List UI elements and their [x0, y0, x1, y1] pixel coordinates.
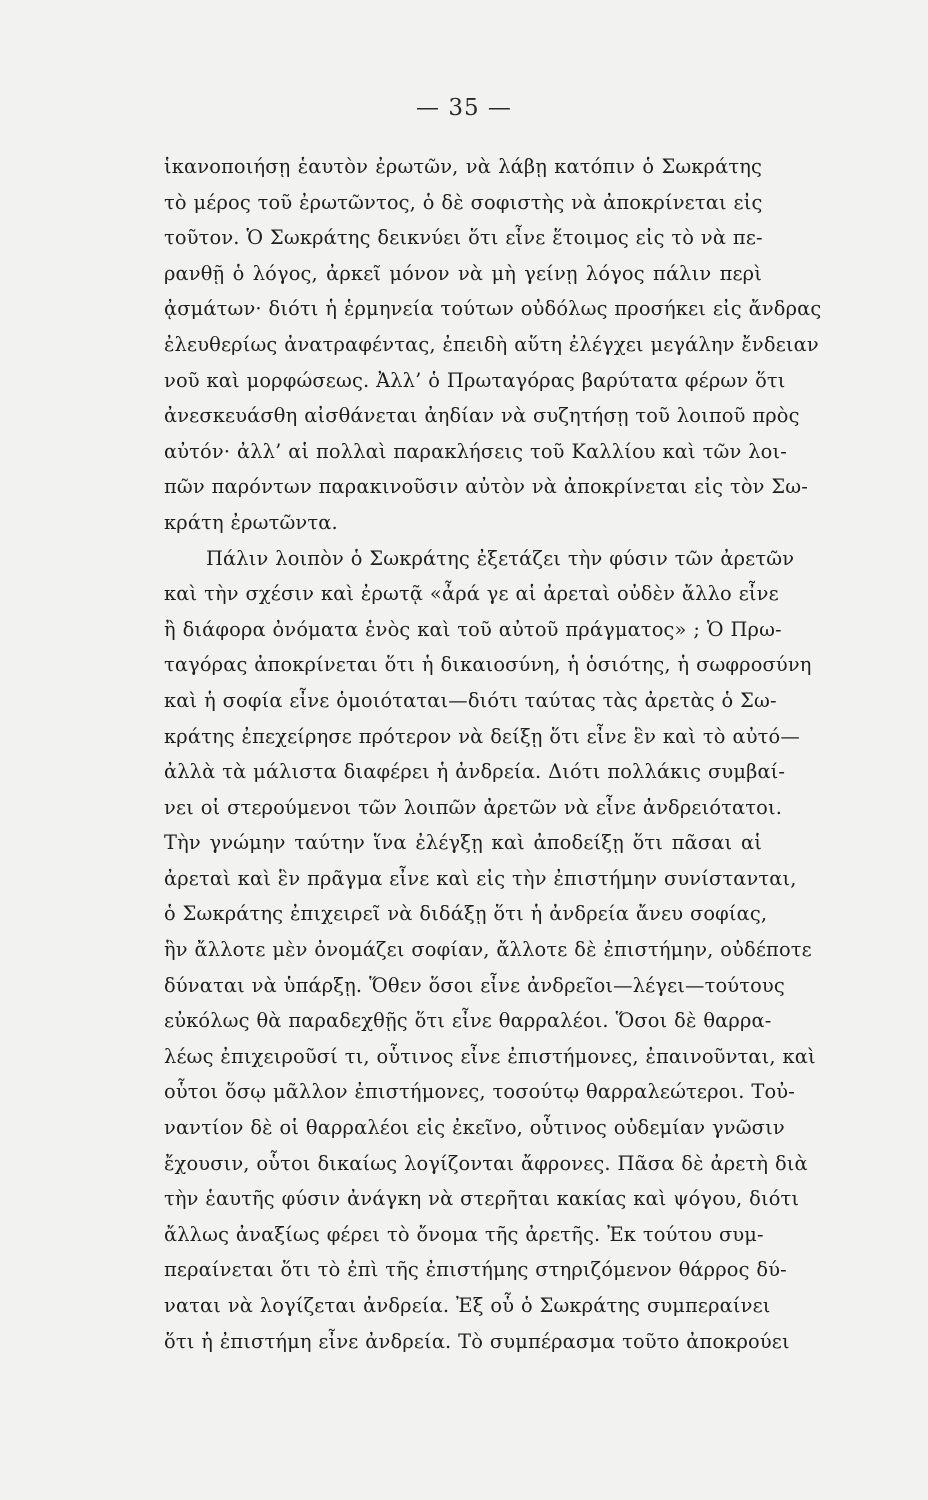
text-line-21: ἀρεταὶ καὶ ἓν πρᾶγμα εἶνε καὶ εἰς τὴν ἐπιστήμην συνίστανται,: [164, 866, 797, 890]
text-line-16: καὶ ἡ σοφία εἶνε ὁμοιόταται—διότι ταύτας τὰς ἀρετὰς ὁ Σω-: [164, 688, 777, 712]
text-line-22: ὁ Σωκράτης ἐπιχειρεῖ νὰ διδάξῃ ὅτι ἡ ἀνδρεία ἄνευ σοφίας,: [164, 902, 768, 926]
text-line-3: τοῦτον. Ὁ Σωκράτης δεικνύει ὅτι εἶνε ἕτοιμος εἰς τὸ νὰ πε-: [164, 226, 763, 250]
text-line-30: τὴν ἑαυτῆς φύσιν ἀνάγκη νὰ στερῆται κακίας καὶ ψόγου, διότι: [164, 1187, 800, 1211]
text-line-7: νοῦ καὶ μορφώσεως. Ἀλλ’ ὁ Πρωταγόρας βαρύτατα φέρων ὅτι: [164, 368, 786, 392]
text-line-1: ἱκανοποιήσῃ ἑαυτὸν ἐρωτῶν, νὰ λάβῃ κατόπιν ὁ Σωκράτης: [164, 155, 762, 178]
text-line-20: Τὴν γνώμην ταύτην ἵνα ἐλέγξῃ καὶ ἀποδείξῃ ὅτι πᾶσαι αἱ: [164, 831, 762, 855]
text-line-11: κράτη ἐρωτῶντα.: [164, 510, 338, 534]
text-line-13: καὶ τὴν σχέσιν καὶ ἐρωτᾷ «ἆρά γε αἱ ἀρεταὶ οὐδὲν ἄλλο εἶνε: [164, 582, 779, 606]
text-line-19: νει οἱ στερούμενοι τῶν λοιπῶν ἀρετῶν νὰ εἶνε ἀνδρειότατοι.: [164, 795, 783, 819]
text-line-15: ταγόρας ἀποκρίνεται ὅτι ἡ δικαιοσύνη, ἡ ὁσιότης, ἡ σωφροσύνη: [164, 653, 812, 677]
text-line-25: εὐκόλως θὰ παραδεχθῇς ὅτι εἶνε θαρραλέοι. Ὅσοι δὲ θαρρα-: [164, 1009, 772, 1033]
text-line-8: ἀνεσκευάσθη αἰσθάνεται ἀηδίαν νὰ συζητήσῃ τοῦ λοιποῦ πρὸς: [164, 404, 800, 428]
text-line-5: ᾀσμάτων· διότι ἡ ἑρμηνεία τούτων οὐδόλως προσήκει εἰς ἄνδρας: [164, 297, 822, 321]
text-line-26: λέως ἐπιχειροῦσί τι, οὗτινος εἶνε ἐπιστήμονες, ἐπαινοῦνται, καὶ: [164, 1044, 816, 1068]
text-line-28: ναντίον δὲ οἱ θαρραλέοι εἰς ἐκεῖνο, οὗτινος οὐδεμίαν γνῶσιν: [164, 1116, 785, 1140]
text-line-27: οὗτοι ὅσῳ μᾶλλον ἐπιστήμονες, τοσούτῳ θαρραλεώτεροι. Τοὐ-: [164, 1080, 795, 1104]
text-line-4: ρανθῇ ὁ λόγος, ἀρκεῖ μόνον νὰ μὴ γείνῃ λόγος πάλιν περὶ: [164, 261, 762, 285]
text-line-23: ἣν ἄλλοτε μὲν ὀνομάζει σοφίαν, ἄλλοτε δὲ ἐπιστήμην, οὐδέποτε: [164, 938, 812, 962]
page-number-header: — 35 —: [416, 95, 512, 121]
text-line-9: αὐτόν· ἀλλ’ αἱ πολλαὶ παρακλήσεις τοῦ Καλλίου καὶ τῶν λοι-: [164, 439, 787, 463]
body-text: [164, 149, 822, 1359]
text-line-14: ἢ διάφορα ὀνόματα ἑνὸς καὶ τοῦ αὐτοῦ πράγματος» ; Ὁ Πρω-: [164, 617, 782, 641]
text-line-31: ἄλλως ἀναξίως φέρει τὸ ὄνομα τῆς ἀρετῆς. Ἐκ τούτου συμ-: [164, 1222, 764, 1246]
text-line-2: τὸ μέρος τοῦ ἐρωτῶντος, ὁ δὲ σοφιστὴς νὰ ἀποκρίνεται εἰς: [164, 190, 763, 214]
text-line-10: πῶν παρόντων παρακινοῦσιν αὐτὸν νὰ ἀποκρίνεται εἰς τὸν Σω-: [164, 475, 808, 499]
text-line-24: δύναται νὰ ὑπάρξῃ. Ὅθεν ὅσοι εἶνε ἀνδρεῖοι—λέγει—τούτους: [164, 973, 785, 997]
text-line-29: ἔχουσιν, οὗτοι δικαίως λογίζονται ἄφρονες. Πᾶσα δὲ ἀρετὴ διὰ: [164, 1151, 808, 1175]
text-line-12: Πάλιν λοιπὸν ὁ Σωκράτης ἐξετάζει τὴν φύσιν τῶν ἀρετῶν: [206, 546, 795, 570]
text-line-6: ἐλευθερίως ἀνατραφέντας, ἐπειδὴ αὕτη ἐλέγχει μεγάλην ἔνδειαν: [164, 332, 819, 356]
text-line-17: κράτης ἐπεχείρησε πρότερον νὰ δείξῃ ὅτι εἶνε ἓν καὶ τὸ αὐτό—: [164, 724, 800, 748]
text-line-34: ὅτι ἡ ἐπιστήμη εἶνε ἀνδρεία. Τὸ συμπέρασμα τοῦτο ἀποκρούει: [164, 1329, 790, 1353]
text-line-33: ναται νὰ λογίζεται ἀνδρεία. Ἐξ οὗ ὁ Σωκράτης συμπεραίνει: [164, 1294, 771, 1317]
text-line-18: ἀλλὰ τὰ μάλιστα διαφέρει ἡ ἀνδρεία. Διότι πολλάκις συμβαί-: [164, 760, 786, 784]
text-line-32: περαίνεται ὅτι τὸ ἐπὶ τῆς ἐπιστήμης στηριζόμενον θάρρος δύ-: [164, 1258, 787, 1282]
